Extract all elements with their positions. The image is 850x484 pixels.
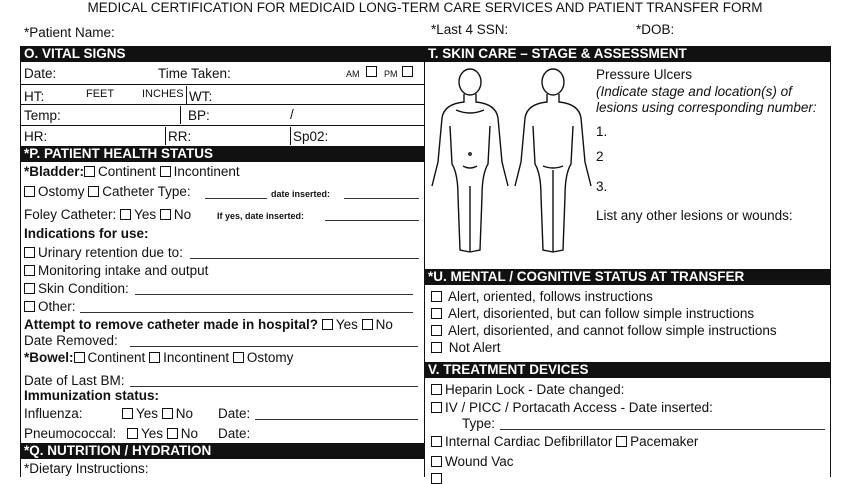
type-label: Type: [462, 416, 496, 431]
defib-checkbox[interactable] [431, 436, 442, 447]
mental-status-header: *U. MENTAL / COGNITIVE STATUS AT TRANSFER [424, 269, 831, 285]
date-inserted-label: date inserted: [271, 189, 331, 199]
foley-row [24, 207, 191, 222]
body-diagram-icon [430, 66, 595, 266]
row-line [20, 84, 425, 85]
rr-label: RR: [168, 129, 192, 144]
monitoring-label: Monitoring intake and output [38, 263, 209, 278]
cell-divider [165, 127, 166, 145]
bladder-incontinent-label: Incontinent [173, 164, 240, 179]
row-line [20, 125, 425, 126]
stage-instructions: (Indicate stage and location(s) of lesions using corresponding number: [596, 84, 817, 115]
wt-label: WT: [189, 89, 213, 104]
defib-row [431, 434, 698, 449]
mental-option-checkbox[interactable] [431, 342, 442, 353]
pneumococcal-label: Pneumococcal: [24, 426, 117, 441]
ulcer-2-label: 2 [596, 149, 604, 164]
last-bm-field[interactable] [130, 386, 418, 387]
attempt-label: Attempt to remove catheter made in hospital? [24, 317, 319, 332]
pressure-ulcers-label: Pressure Ulcers [596, 67, 693, 82]
influenza-options [122, 406, 193, 421]
bowel-row [24, 350, 293, 365]
ht-label: HT: [24, 89, 45, 104]
ssn-label: *Last 4 SSN: [431, 22, 509, 37]
skin-condition-label: Skin Condition: [38, 281, 129, 296]
mental-option-checkbox[interactable] [431, 325, 442, 336]
catheter-type-field[interactable] [205, 198, 267, 199]
bladder-label: *Bladder: [24, 164, 85, 179]
monitoring-checkbox[interactable] [24, 265, 35, 276]
mental-option-checkbox[interactable] [431, 291, 442, 302]
last-bm-label: Date of Last BM: [24, 373, 125, 388]
wound-vac-row [431, 454, 514, 469]
catheter-type-label: Catheter Type: [102, 184, 191, 199]
bladder-continent-label: Continent [98, 164, 156, 179]
feet-label: FEET [86, 88, 115, 100]
dob-label: *DOB: [636, 22, 675, 37]
foley-yes-label: Yes [134, 207, 157, 222]
other-device-checkbox[interactable] [431, 473, 442, 484]
catheter-type-checkbox[interactable] [88, 186, 99, 197]
catheter-date-field[interactable] [344, 198, 419, 199]
form-title: MEDICAL CERTIFICATION FOR MEDICAID LONG-TERM CARE SERVICES AND PATIENT TRANSFER FORM [87, 0, 763, 15]
mental-option-label: Alert, disoriented, and cannot follow simple instructions [448, 323, 777, 338]
heparin-row [431, 382, 624, 397]
right-border [830, 46, 831, 477]
pneumococcal-yes-label: Yes [141, 426, 164, 441]
time-taken-label: Time Taken: [158, 66, 231, 81]
bowel-continent-checkbox[interactable] [74, 352, 85, 363]
iv-row [431, 400, 713, 415]
mental-option-label: Alert, oriented, follows instructions [448, 289, 653, 304]
temp-label: Temp: [24, 108, 61, 123]
hr-label: HR: [24, 129, 48, 144]
immunization-label: Immunization status: [24, 388, 160, 403]
mental-option-label: Alert, disoriented, but can follow simple instructions [448, 306, 755, 321]
pneumococcal-yes-checkbox[interactable] [127, 428, 138, 439]
iv-label: IV / PICC / Portacath Access - Date inserted: [445, 400, 713, 415]
am-label: AM [346, 69, 360, 79]
ostomy-label: Ostomy [38, 184, 85, 199]
bp-separator: / [290, 107, 294, 122]
bladder-row [24, 164, 240, 179]
cell-divider [180, 106, 181, 124]
skin-condition-checkbox[interactable] [24, 283, 35, 294]
treatment-devices-header: V. TREATMENT DEVICES [424, 362, 831, 378]
urinary-label: Urinary retention due to: [38, 245, 183, 260]
monitoring-row [24, 263, 208, 278]
cell-divider [290, 127, 291, 145]
influenza-yes-checkbox[interactable] [122, 408, 133, 419]
cell-divider [186, 86, 187, 104]
spo2-label: Sp02: [293, 129, 329, 144]
urinary-row [24, 245, 183, 260]
health-status-header: *P. PATIENT HEALTH STATUS [20, 146, 425, 162]
ostomy-checkbox[interactable] [24, 186, 35, 197]
skin-condition-field[interactable] [135, 294, 413, 295]
attempt-no-checkbox[interactable] [362, 319, 373, 330]
pacemaker-label: Pacemaker [630, 434, 699, 449]
foley-no-label: No [173, 207, 192, 222]
other-field[interactable] [80, 312, 413, 313]
influenza-date-field[interactable] [255, 419, 418, 420]
other-checkbox[interactable] [24, 301, 35, 312]
bowel-continent-label: Continent [87, 350, 146, 365]
pneumococcal-date-label: Date: [218, 426, 251, 441]
bladder-continent-checkbox[interactable] [84, 166, 95, 177]
bp-label: BP: [188, 108, 210, 123]
pm-label: PM [384, 69, 398, 79]
skin-care-header: T. SKIN CARE – STAGE & ASSESSMENT [424, 46, 831, 62]
nutrition-header: *Q. NUTRITION / HYDRATION [20, 443, 425, 459]
influenza-no-label: No [175, 406, 194, 421]
pneumococcal-no-label: No [180, 426, 199, 441]
foley-label: Foley Catheter: [24, 207, 117, 222]
bowel-incontinent-checkbox[interactable] [149, 352, 160, 363]
influenza-date-label: Date: [218, 406, 251, 421]
row-line [20, 104, 425, 105]
mental-option-checkbox[interactable] [431, 308, 442, 319]
wound-vac-checkbox[interactable] [431, 456, 442, 467]
attempt-yes-checkbox[interactable] [322, 319, 333, 330]
dietary-label: *Dietary Instructions: [24, 461, 149, 476]
wound-vac-label: Wound Vac [445, 454, 514, 469]
pacemaker-checkbox[interactable] [616, 436, 627, 447]
foley-no-checkbox[interactable] [160, 209, 171, 220]
other-label: Other: [38, 299, 76, 314]
indications-label: Indications for use: [24, 226, 149, 241]
vital-signs-header: O. VITAL SIGNS [20, 46, 425, 62]
patient-name-label: *Patient Name: [24, 25, 115, 40]
other-row [24, 299, 76, 314]
urinary-checkbox[interactable] [24, 247, 35, 258]
pm-checkbox[interactable] [402, 66, 413, 77]
bowel-label: *Bowel: [24, 350, 74, 365]
inches-label: INCHES [142, 88, 184, 100]
catheter-row [24, 184, 191, 199]
mental-option [431, 306, 754, 321]
left-border [20, 46, 21, 477]
urinary-field[interactable] [190, 258, 419, 259]
ulcer-3-label: 3. [596, 179, 608, 194]
pneumococcal-no-checkbox[interactable] [167, 428, 178, 439]
bowel-incontinent-label: Incontinent [163, 350, 230, 365]
type-field[interactable] [500, 429, 825, 430]
mental-option-label: Not Alert [448, 340, 501, 355]
foley-yes-checkbox[interactable] [120, 209, 131, 220]
other-lesions-label: List any other lesions or wounds: [596, 208, 793, 223]
influenza-no-checkbox[interactable] [162, 408, 173, 419]
attempt-row [24, 317, 393, 332]
if-yes-label: If yes, date inserted: [217, 211, 305, 221]
attempt-no-label: No [375, 317, 393, 332]
date-removed-field[interactable] [130, 346, 418, 347]
heparin-label: Heparin Lock - Date changed: [445, 382, 625, 397]
ulcer-1-label: 1. [596, 124, 608, 139]
attempt-yes-label: Yes [335, 317, 358, 332]
foley-date-field[interactable] [325, 220, 419, 221]
bowel-ostomy-checkbox[interactable] [233, 352, 244, 363]
middle-border [424, 46, 425, 477]
am-checkbox[interactable] [366, 66, 377, 77]
defib-label: Internal Cardiac Defibrillator [445, 434, 613, 449]
skin-condition-row [24, 281, 129, 296]
influenza-label: Influenza: [24, 406, 83, 421]
bladder-incontinent-checkbox[interactable] [160, 166, 171, 177]
date-removed-label: Date Removed: [24, 333, 118, 348]
vital-date-label: Date: [24, 66, 57, 81]
mental-option [431, 289, 653, 304]
influenza-yes-label: Yes [136, 406, 159, 421]
mental-option [431, 323, 777, 338]
bowel-ostomy-label: Ostomy [246, 350, 294, 365]
mental-option [431, 340, 501, 355]
pneumococcal-options [127, 426, 198, 441]
heparin-checkbox[interactable] [431, 384, 442, 395]
iv-checkbox[interactable] [431, 402, 442, 413]
